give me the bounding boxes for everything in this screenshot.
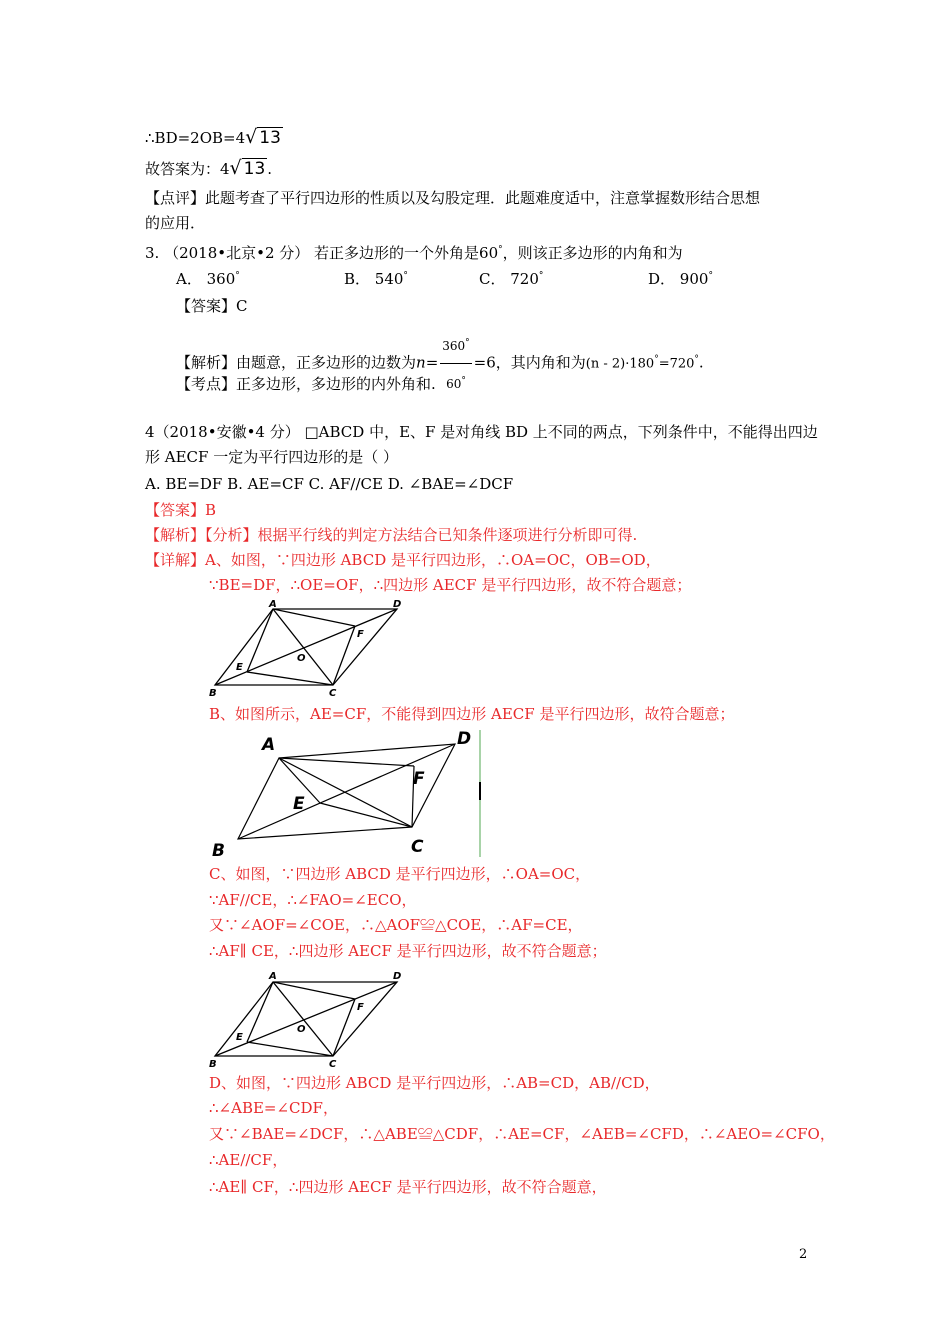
q3-title: 3. （2018•北京•2 分） 若正多边形的一个外角是60°，则该正多边形的内角和为 [145, 244, 683, 262]
q4-analysis: 【解析】【分析】根据平行线的判定方法结合已知条件逐项进行分析即可得. [145, 526, 638, 544]
q3-option-d: D． 900° [648, 270, 713, 288]
q3-option-c: C． 720° [479, 270, 544, 288]
fig3-label-b: B [209, 1059, 217, 1070]
fig3-label-e: E [236, 1032, 243, 1043]
fig1-label-o: O [297, 653, 306, 664]
fig3-label-d: D [393, 971, 402, 982]
q3-kaodian: 【考点】正多边形，多边形的内外角和. [176, 375, 436, 393]
fig3-label-o: O [297, 1024, 306, 1035]
fig3-label-c: C [329, 1059, 337, 1070]
fig2-label-f: F [413, 769, 425, 789]
figure-2-parallelogram [205, 726, 495, 861]
q4-detail-b: B、如图所示，AE=CF，不能得到四边形 AECF 是平行四边形，故符合题意； [209, 705, 735, 723]
q3-explanation: 【解析】由题意，正多边形的边数为n= $\frac{360^\circ}{60^\circ}$ =6，其内角和为(n - 2)·180°=720°. [176, 326, 704, 401]
q4-detail-d2: ∴∠ABE=∠CDF， [209, 1099, 338, 1117]
q4-detail-a1: 【详解】A、如图，∵四边形 ABCD 是平行四边形，∴OA=OC，OB=OD， [145, 551, 661, 569]
q4-detail-d3: 又∵∠BAE=∠DCF，∴△ABE≌△CDF，∴AE=CF，∠AEB=∠CFD，∴∠AEO=∠CFO， [209, 1125, 835, 1143]
fig3-label-f: F [357, 1002, 364, 1013]
q4-answer: 【答案】B [145, 501, 217, 519]
comment-line-1: 【点评】此题考查了平行四边形的性质以及勾股定理．此题难度适中，注意掌握数形结合思想 [145, 189, 761, 207]
fig1-label-d: D [393, 599, 402, 610]
bd-result-text: ∴BD=2OB=4 [145, 129, 246, 147]
q4-detail-d1: D、如图，∵四边形 ABCD 是平行四边形，∴AB=CD，AB//CD， [209, 1074, 660, 1092]
q4-detail-c2: ∵AF//CE，∴∠FAO=∠ECO， [209, 891, 417, 909]
q4-options: A. BE=DF B. AE=CF C. AF//CE D. ∠BAE=∠DCF [145, 475, 514, 493]
sqrt-13: √ 13 [245, 126, 281, 148]
q4-detail-d5: ∴AE∥ CF，∴四边形 AECF 是平行四边形，故不符合题意， [209, 1178, 607, 1196]
fig2-label-e: E [293, 794, 305, 814]
sqrt-13-answer: √ 13 [229, 157, 266, 179]
q4-title-2: 形 AECF 一定为平行四边形的是（ ） [145, 448, 398, 466]
fraction-360-60: $\frac{360^\circ}{60^\circ}$ [440, 326, 471, 401]
q4-detail-d4: ∴AE//CF， [209, 1151, 288, 1169]
q4-detail-c1: C、如图，∵四边形 ABCD 是平行四边形，∴OA=OC， [209, 865, 591, 883]
bd-result-line [145, 126, 283, 149]
q4-detail-a2: ∵BE=DF，∴OE=OF，∴四边形 AECF 是平行四边形，故不符合题意； [209, 576, 692, 594]
fig1-label-f: F [357, 629, 364, 640]
q3-option-b: B． 540° [344, 270, 408, 288]
fig2-label-b: B [212, 841, 225, 861]
figure-1-parallelogram [205, 597, 410, 700]
q4-title-1: 4（2018•安徽•4 分） □ABCD 中，E、F 是对角线 BD 上不同的两点，下列条件中，不能得出四边 [145, 423, 818, 441]
fig2-label-d: D [457, 729, 472, 749]
q3-answer: 【答案】C [176, 297, 248, 315]
fig2-label-a: A [262, 735, 276, 755]
comment-line-2: 的应用． [145, 214, 206, 232]
page-number: 2 [799, 1247, 808, 1262]
q4-detail-c4: ∴AF∥ CE，∴四边形 AECF 是平行四边形，故不符合题意； [209, 942, 607, 960]
fig2-label-c: C [411, 837, 424, 857]
fig1-label-b: B [209, 688, 217, 699]
answer-line: 故答案为：4√ 13 . [145, 157, 273, 179]
fig1-label-e: E [236, 662, 243, 673]
fig3-label-a: A [269, 971, 277, 982]
fig1-label-c: C [329, 688, 337, 699]
q3-option-a: A． 360° [176, 270, 240, 288]
q4-detail-c3: 又∵∠AOF=∠COE，∴△AOF≌△COE，∴AF=CE， [209, 916, 583, 934]
figure-3-parallelogram [205, 968, 410, 1071]
fig1-label-a: A [269, 599, 277, 610]
